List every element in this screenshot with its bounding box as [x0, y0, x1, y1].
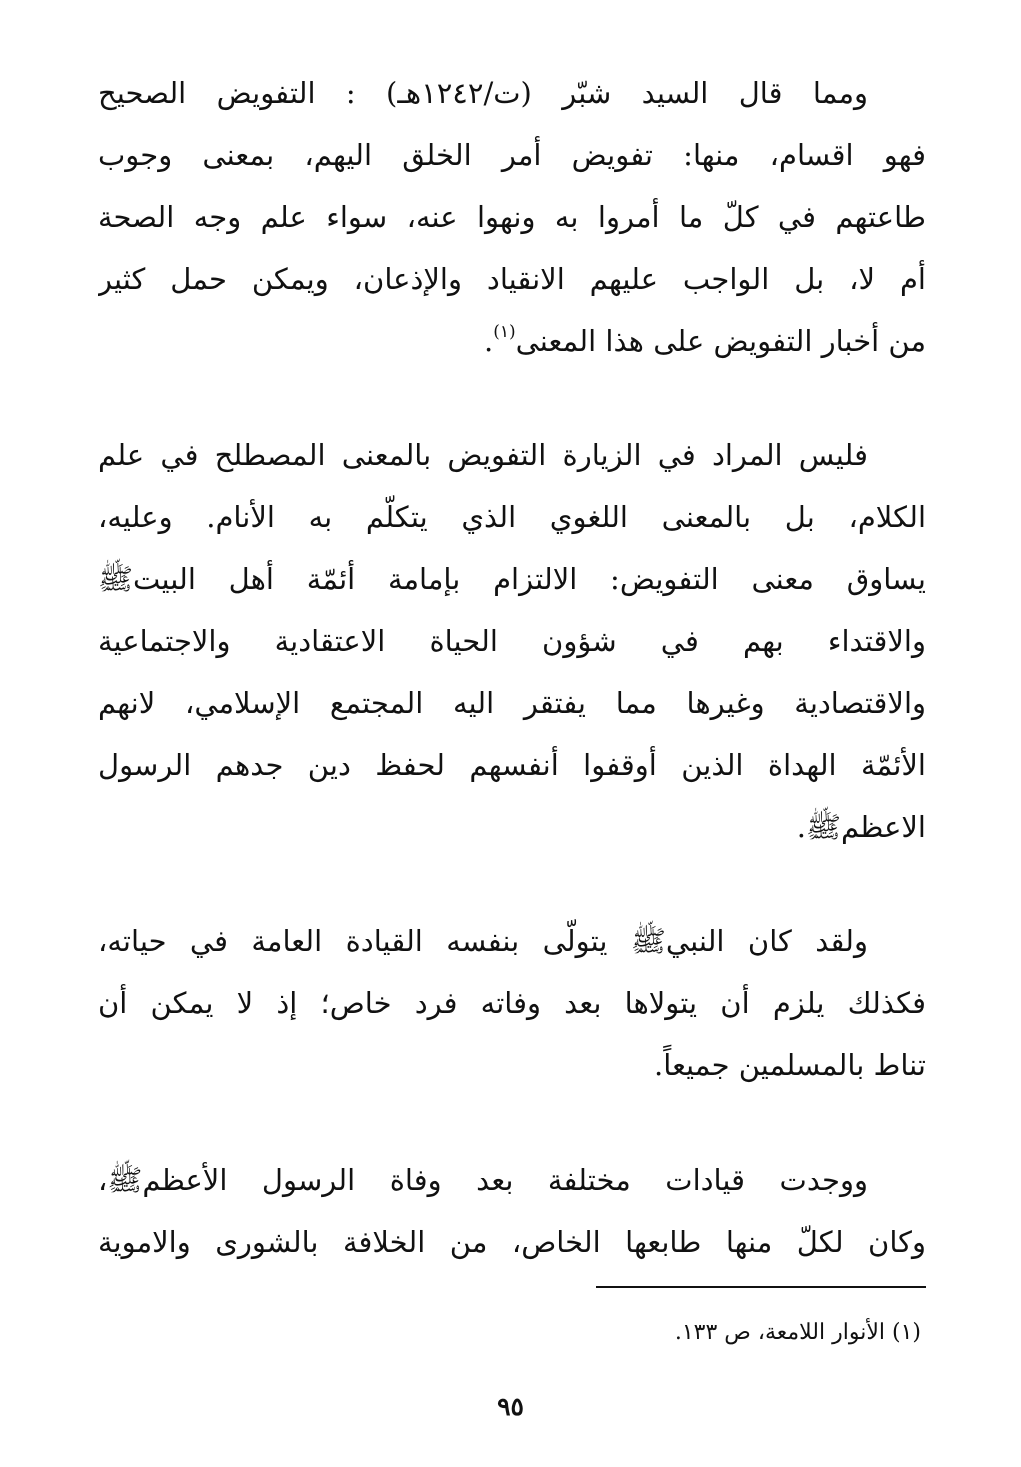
text-line: طاعتهم في كلّ ما أمروا به ونهوا عنه، سواء علم وجه الصحة — [98, 200, 926, 234]
text-line: والاقتداء بهم في شؤون الحياة الاعتقادية والاجتماعية — [98, 624, 926, 658]
text-line: وكان لكلّ منها طابعها الخاص، من الخلافة بالشورى والاموية — [98, 1225, 926, 1259]
text-line: ومما قال السيد شبّر (ت/١٢٤٢هـ) : التفويض الصحيح — [98, 76, 868, 110]
text-line-last — [98, 310, 926, 372]
end-punctuation: . — [483, 324, 494, 358]
text-line: الاعظمﷺ. — [796, 810, 926, 844]
footnote-marker[interactable]: (١) — [493, 322, 516, 342]
text-line-content: من أخبار التفويض على هذا المعنى — [515, 324, 926, 358]
page-number: ٩٥ — [497, 1392, 524, 1421]
paragraph-3 — [98, 910, 926, 1096]
text-line: أم لا، بل الواجب عليهم الانقياد والإذعان، ويمكن حمل كثير — [98, 262, 926, 296]
text-line: الكلام، بل بالمعنى اللغوي الذي يتكلّم به الأنام. وعليه، — [98, 500, 926, 534]
paragraph-2 — [98, 424, 926, 858]
text-line: فليس المراد في الزيارة التفويض بالمعنى المصطلح في علم — [98, 438, 868, 472]
paragraph-4 — [98, 1149, 926, 1273]
paragraph-1 — [98, 62, 926, 372]
text-line: تناط بالمسلمين جميعاً. — [654, 1048, 926, 1082]
footnote: (١) الأنوار اللامعة، ص ١٣٣. — [674, 1320, 921, 1345]
text-line: ولقد كان النبيﷺ يتولّى بنفسه القيادة العامة في حياته، — [98, 924, 868, 958]
text-line: ووجدت قيادات مختلفة بعد وفاة الرسول الأعظمﷺ، — [98, 1163, 868, 1197]
text-line: فكذلك يلزم أن يتولاها بعد وفاته فرد خاص؛ إذ لا يمكن أن — [98, 986, 926, 1020]
footnote-divider — [596, 1286, 926, 1288]
text-line: الأئمّة الهداة الذين أوقفوا أنفسهم لحفظ دين جدهم الرسول — [98, 748, 926, 782]
text-line: يساوق معنى التفويض: الالتزام بإمامة أئمّة أهل البيتﷺ — [98, 562, 926, 596]
text-line: فهو اقسام، منها: تفويض أمر الخلق اليهم، بمعنى وجوب — [98, 138, 926, 172]
text-line: والاقتصادية وغيرها مما يفتقر اليه المجتمع الإسلامي، لانهم — [98, 686, 926, 720]
